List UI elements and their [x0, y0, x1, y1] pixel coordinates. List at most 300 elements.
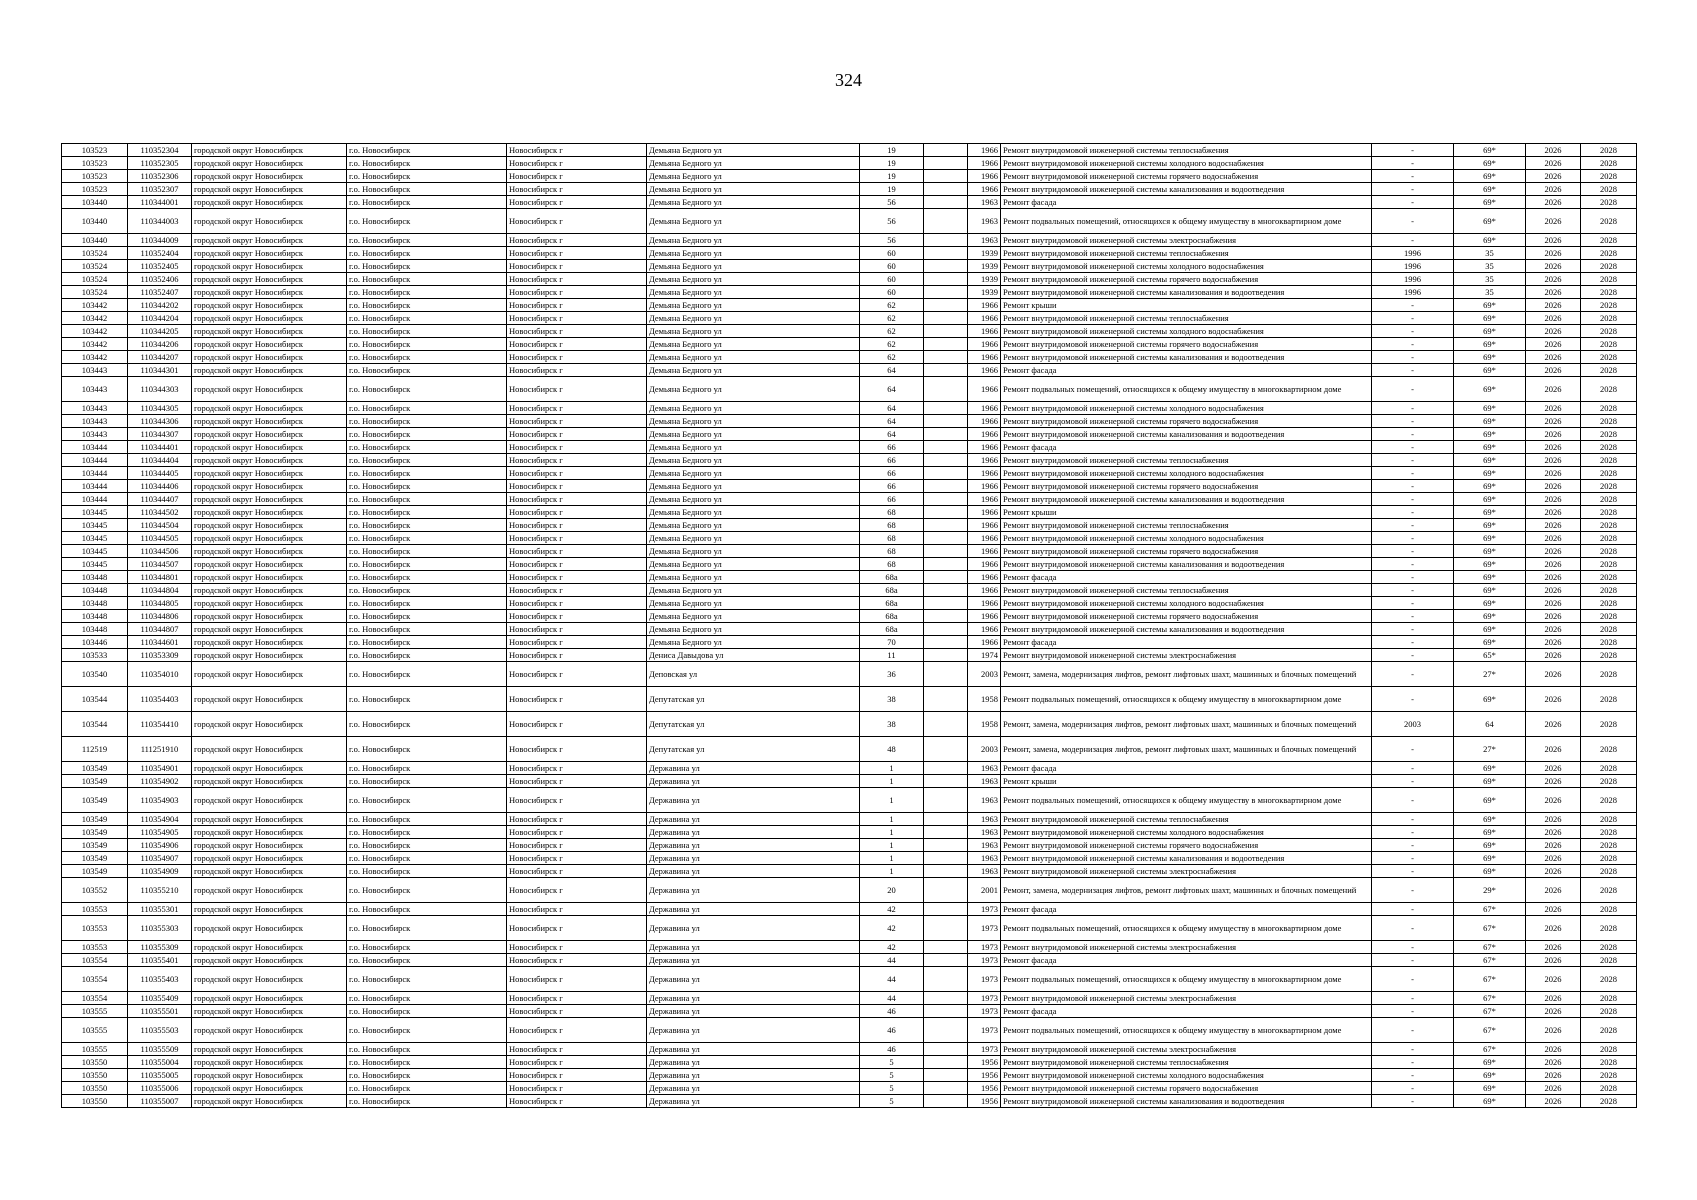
end-year-cell: 2028 — [1581, 584, 1637, 597]
house-number-cell: 68 — [860, 519, 924, 532]
table-row — [62, 687, 1637, 712]
table-row — [62, 325, 1637, 338]
housing-cell — [924, 916, 968, 941]
table-row — [62, 454, 1637, 467]
wear-cell: 69* — [1454, 532, 1526, 545]
housing-cell — [924, 775, 968, 788]
housing-cell — [924, 441, 968, 454]
wear-cell: 35 — [1454, 273, 1526, 286]
object-id-cell: 103549 — [62, 826, 128, 839]
district-cell: городской округ Новосибирск — [192, 788, 347, 813]
wear-cell: 69* — [1454, 636, 1526, 649]
house-number-cell: 68а — [860, 623, 924, 636]
build-year-cell: 1966 — [968, 532, 1001, 545]
house-number-cell: 60 — [860, 273, 924, 286]
object-id-cell: 103553 — [62, 903, 128, 916]
start-year-cell: 2026 — [1526, 196, 1581, 209]
housing-cell — [924, 493, 968, 506]
street-cell: Демьяна Бедного ул — [647, 364, 860, 377]
build-year-cell: 1939 — [968, 286, 1001, 299]
element-id-cell: 110344506 — [128, 545, 192, 558]
object-id-cell: 103443 — [62, 402, 128, 415]
last-repair-year-cell: - — [1372, 839, 1454, 852]
locality-cell: Новосибирск г — [507, 1082, 647, 1095]
build-year-cell: 1956 — [968, 1056, 1001, 1069]
work-type-cell: Ремонт подвальных помещений, относящихся к общему имуществу в многоквартирном доме — [1001, 377, 1372, 402]
object-id-cell: 103445 — [62, 519, 128, 532]
table-row — [62, 852, 1637, 865]
house-number-cell: 46 — [860, 1043, 924, 1056]
last-repair-year-cell: - — [1372, 954, 1454, 967]
element-id-cell: 110344206 — [128, 338, 192, 351]
last-repair-year-cell: - — [1372, 467, 1454, 480]
locality-cell: Новосибирск г — [507, 157, 647, 170]
object-id-cell: 103444 — [62, 493, 128, 506]
element-id-cell: 110344009 — [128, 234, 192, 247]
start-year-cell: 2026 — [1526, 377, 1581, 402]
work-type-cell: Ремонт внутридомовой инженерной системы электроснабжения — [1001, 649, 1372, 662]
house-number-cell: 1 — [860, 775, 924, 788]
build-year-cell: 1973 — [968, 1018, 1001, 1043]
house-number-cell: 5 — [860, 1095, 924, 1108]
object-id-cell: 103524 — [62, 247, 128, 260]
wear-cell: 67* — [1454, 954, 1526, 967]
table-row — [62, 441, 1637, 454]
last-repair-year-cell: - — [1372, 967, 1454, 992]
work-type-cell: Ремонт внутридомовой инженерной системы горячего водоснабжения — [1001, 610, 1372, 623]
district-cell: городской округ Новосибирск — [192, 260, 347, 273]
municipality-cell: г.о. Новосибирск — [347, 196, 507, 209]
end-year-cell: 2028 — [1581, 941, 1637, 954]
table-row — [62, 1095, 1637, 1108]
locality-cell: Новосибирск г — [507, 144, 647, 157]
work-type-cell: Ремонт фасада — [1001, 364, 1372, 377]
last-repair-year-cell: - — [1372, 687, 1454, 712]
work-type-cell: Ремонт крыши — [1001, 506, 1372, 519]
object-id-cell: 103524 — [62, 260, 128, 273]
wear-cell: 69* — [1454, 480, 1526, 493]
locality-cell: Новосибирск г — [507, 209, 647, 234]
work-type-cell: Ремонт внутридомовой инженерной системы теплоснабжения — [1001, 519, 1372, 532]
end-year-cell: 2028 — [1581, 428, 1637, 441]
start-year-cell: 2026 — [1526, 649, 1581, 662]
street-cell: Демьяна Бедного ул — [647, 273, 860, 286]
municipality-cell: г.о. Новосибирск — [347, 941, 507, 954]
build-year-cell: 1973 — [968, 1043, 1001, 1056]
build-year-cell: 1973 — [968, 941, 1001, 954]
district-cell: городской округ Новосибирск — [192, 157, 347, 170]
locality-cell: Новосибирск г — [507, 662, 647, 687]
build-year-cell: 1958 — [968, 712, 1001, 737]
street-cell: Державина ул — [647, 878, 860, 903]
district-cell: городской округ Новосибирск — [192, 364, 347, 377]
house-number-cell: 66 — [860, 493, 924, 506]
district-cell: городской округ Новосибирск — [192, 467, 347, 480]
locality-cell: Новосибирск г — [507, 610, 647, 623]
element-id-cell: 110344301 — [128, 364, 192, 377]
house-number-cell: 64 — [860, 402, 924, 415]
locality-cell: Новосибирск г — [507, 687, 647, 712]
start-year-cell: 2026 — [1526, 687, 1581, 712]
end-year-cell: 2028 — [1581, 775, 1637, 788]
table-row — [62, 916, 1637, 941]
start-year-cell: 2026 — [1526, 454, 1581, 467]
housing-cell — [924, 170, 968, 183]
element-id-cell: 110344204 — [128, 312, 192, 325]
table-row — [62, 903, 1637, 916]
table-row — [62, 878, 1637, 903]
wear-cell: 69* — [1454, 1082, 1526, 1095]
last-repair-year-cell: - — [1372, 532, 1454, 545]
element-id-cell: 110344207 — [128, 351, 192, 364]
build-year-cell: 1966 — [968, 454, 1001, 467]
build-year-cell: 1958 — [968, 687, 1001, 712]
object-id-cell: 112519 — [62, 737, 128, 762]
object-id-cell: 103554 — [62, 992, 128, 1005]
municipality-cell: г.о. Новосибирск — [347, 1095, 507, 1108]
street-cell: Державина ул — [647, 865, 860, 878]
last-repair-year-cell: - — [1372, 377, 1454, 402]
end-year-cell: 2028 — [1581, 493, 1637, 506]
start-year-cell: 2026 — [1526, 1056, 1581, 1069]
municipality-cell: г.о. Новосибирск — [347, 183, 507, 196]
district-cell: городской округ Новосибирск — [192, 941, 347, 954]
start-year-cell: 2026 — [1526, 519, 1581, 532]
last-repair-year-cell: - — [1372, 788, 1454, 813]
last-repair-year-cell: - — [1372, 558, 1454, 571]
house-number-cell: 62 — [860, 312, 924, 325]
street-cell: Демьяна Бедного ул — [647, 260, 860, 273]
housing-cell — [924, 1005, 968, 1018]
district-cell: городской округ Новосибирск — [192, 454, 347, 467]
street-cell: Демьяна Бедного ул — [647, 144, 860, 157]
housing-cell — [924, 865, 968, 878]
end-year-cell: 2028 — [1581, 260, 1637, 273]
wear-cell: 69* — [1454, 338, 1526, 351]
street-cell: Державина ул — [647, 1018, 860, 1043]
street-cell: Демьяна Бедного ул — [647, 247, 860, 260]
house-number-cell: 5 — [860, 1069, 924, 1082]
municipality-cell: г.о. Новосибирск — [347, 299, 507, 312]
district-cell: городской округ Новосибирск — [192, 415, 347, 428]
table-row — [62, 941, 1637, 954]
housing-cell — [924, 157, 968, 170]
wear-cell: 67* — [1454, 992, 1526, 1005]
municipality-cell: г.о. Новосибирск — [347, 170, 507, 183]
object-id-cell: 103549 — [62, 788, 128, 813]
end-year-cell: 2028 — [1581, 144, 1637, 157]
last-repair-year-cell: - — [1372, 623, 1454, 636]
table-row — [62, 992, 1637, 1005]
last-repair-year-cell: - — [1372, 351, 1454, 364]
wear-cell: 69* — [1454, 364, 1526, 377]
start-year-cell: 2026 — [1526, 712, 1581, 737]
district-cell: городской округ Новосибирск — [192, 1018, 347, 1043]
wear-cell: 69* — [1454, 196, 1526, 209]
repair-register-table — [61, 143, 1637, 1108]
last-repair-year-cell: - — [1372, 813, 1454, 826]
housing-cell — [924, 519, 968, 532]
end-year-cell: 2028 — [1581, 687, 1637, 712]
start-year-cell: 2026 — [1526, 260, 1581, 273]
element-id-cell: 110352305 — [128, 157, 192, 170]
table-row — [62, 144, 1637, 157]
work-type-cell: Ремонт фасада — [1001, 762, 1372, 775]
housing-cell — [924, 467, 968, 480]
street-cell: Демьяна Бедного ул — [647, 325, 860, 338]
street-cell: Демьяна Бедного ул — [647, 196, 860, 209]
municipality-cell: г.о. Новосибирск — [347, 1043, 507, 1056]
municipality-cell: г.о. Новосибирск — [347, 506, 507, 519]
housing-cell — [924, 480, 968, 493]
end-year-cell: 2028 — [1581, 623, 1637, 636]
end-year-cell: 2028 — [1581, 826, 1637, 839]
end-year-cell: 2028 — [1581, 441, 1637, 454]
district-cell: городской округ Новосибирск — [192, 493, 347, 506]
last-repair-year-cell: - — [1372, 183, 1454, 196]
object-id-cell: 103445 — [62, 506, 128, 519]
wear-cell: 69* — [1454, 144, 1526, 157]
object-id-cell: 103445 — [62, 545, 128, 558]
housing-cell — [924, 428, 968, 441]
table-row — [62, 415, 1637, 428]
build-year-cell: 1966 — [968, 558, 1001, 571]
table-row — [62, 649, 1637, 662]
object-id-cell: 103540 — [62, 662, 128, 687]
house-number-cell: 19 — [860, 170, 924, 183]
last-repair-year-cell: - — [1372, 299, 1454, 312]
municipality-cell: г.о. Новосибирск — [347, 878, 507, 903]
object-id-cell: 103550 — [62, 1056, 128, 1069]
street-cell: Демьяна Бедного ул — [647, 415, 860, 428]
district-cell: городской округ Новосибирск — [192, 234, 347, 247]
municipality-cell: г.о. Новосибирск — [347, 597, 507, 610]
last-repair-year-cell: - — [1372, 545, 1454, 558]
district-cell: городской округ Новосибирск — [192, 183, 347, 196]
locality-cell: Новосибирск г — [507, 519, 647, 532]
district-cell: городской округ Новосибирск — [192, 839, 347, 852]
element-id-cell: 110354905 — [128, 826, 192, 839]
district-cell: городской округ Новосибирск — [192, 338, 347, 351]
housing-cell — [924, 649, 968, 662]
work-type-cell: Ремонт внутридомовой инженерной системы горячего водоснабжения — [1001, 480, 1372, 493]
wear-cell: 69* — [1454, 157, 1526, 170]
build-year-cell: 1966 — [968, 597, 1001, 610]
table-body — [62, 144, 1637, 1108]
build-year-cell: 1966 — [968, 480, 1001, 493]
start-year-cell: 2026 — [1526, 1043, 1581, 1056]
house-number-cell: 44 — [860, 992, 924, 1005]
element-id-cell: 110344504 — [128, 519, 192, 532]
housing-cell — [924, 454, 968, 467]
element-id-cell: 110352404 — [128, 247, 192, 260]
work-type-cell: Ремонт фасада — [1001, 903, 1372, 916]
wear-cell: 29* — [1454, 878, 1526, 903]
district-cell: городской округ Новосибирск — [192, 273, 347, 286]
work-type-cell: Ремонт крыши — [1001, 775, 1372, 788]
object-id-cell: 103553 — [62, 941, 128, 954]
end-year-cell: 2028 — [1581, 1018, 1637, 1043]
wear-cell: 69* — [1454, 762, 1526, 775]
house-number-cell: 56 — [860, 209, 924, 234]
build-year-cell: 1966 — [968, 299, 1001, 312]
wear-cell: 69* — [1454, 299, 1526, 312]
start-year-cell: 2026 — [1526, 441, 1581, 454]
district-cell: городской округ Новосибирск — [192, 558, 347, 571]
end-year-cell: 2028 — [1581, 558, 1637, 571]
object-id-cell: 103442 — [62, 325, 128, 338]
element-id-cell: 110354906 — [128, 839, 192, 852]
house-number-cell: 60 — [860, 260, 924, 273]
municipality-cell: г.о. Новосибирск — [347, 338, 507, 351]
object-id-cell: 103555 — [62, 1043, 128, 1056]
housing-cell — [924, 762, 968, 775]
work-type-cell: Ремонт подвальных помещений, относящихся к общему имуществу в многоквартирном доме — [1001, 788, 1372, 813]
housing-cell — [924, 273, 968, 286]
work-type-cell: Ремонт внутридомовой инженерной системы теплоснабжения — [1001, 144, 1372, 157]
district-cell: городской округ Новосибирск — [192, 377, 347, 402]
start-year-cell: 2026 — [1526, 402, 1581, 415]
end-year-cell: 2028 — [1581, 286, 1637, 299]
object-id-cell: 103440 — [62, 234, 128, 247]
object-id-cell: 103448 — [62, 571, 128, 584]
element-id-cell: 110344405 — [128, 467, 192, 480]
work-type-cell: Ремонт фасада — [1001, 636, 1372, 649]
locality-cell: Новосибирск г — [507, 170, 647, 183]
element-id-cell: 110344502 — [128, 506, 192, 519]
element-id-cell: 110355005 — [128, 1069, 192, 1082]
municipality-cell: г.о. Новосибирск — [347, 415, 507, 428]
element-id-cell: 110344805 — [128, 597, 192, 610]
element-id-cell: 110354909 — [128, 865, 192, 878]
municipality-cell: г.о. Новосибирск — [347, 377, 507, 402]
street-cell: Державина ул — [647, 1095, 860, 1108]
start-year-cell: 2026 — [1526, 1005, 1581, 1018]
house-number-cell: 19 — [860, 157, 924, 170]
work-type-cell: Ремонт внутридомовой инженерной системы холодного водоснабжения — [1001, 467, 1372, 480]
locality-cell: Новосибирск г — [507, 941, 647, 954]
build-year-cell: 1963 — [968, 839, 1001, 852]
build-year-cell: 1963 — [968, 788, 1001, 813]
district-cell: городской округ Новосибирск — [192, 286, 347, 299]
build-year-cell: 1966 — [968, 312, 1001, 325]
street-cell: Демьяна Бедного ул — [647, 545, 860, 558]
municipality-cell: г.о. Новосибирск — [347, 610, 507, 623]
object-id-cell: 103553 — [62, 916, 128, 941]
object-id-cell: 103442 — [62, 312, 128, 325]
locality-cell: Новосибирск г — [507, 338, 647, 351]
work-type-cell: Ремонт подвальных помещений, относящихся к общему имуществу в многоквартирном доме — [1001, 209, 1372, 234]
wear-cell: 69* — [1454, 170, 1526, 183]
object-id-cell: 103523 — [62, 170, 128, 183]
street-cell: Демьяна Бедного ул — [647, 209, 860, 234]
work-type-cell: Ремонт внутридомовой инженерной системы канализования и водоотведения — [1001, 183, 1372, 196]
street-cell: Демьяна Бедного ул — [647, 428, 860, 441]
locality-cell: Новосибирск г — [507, 480, 647, 493]
table-row — [62, 351, 1637, 364]
start-year-cell: 2026 — [1526, 1095, 1581, 1108]
house-number-cell: 1 — [860, 788, 924, 813]
work-type-cell: Ремонт внутридомовой инженерной системы канализования и водоотведения — [1001, 558, 1372, 571]
build-year-cell: 1966 — [968, 610, 1001, 623]
locality-cell: Новосибирск г — [507, 954, 647, 967]
district-cell: городской округ Новосибирск — [192, 144, 347, 157]
table-row — [62, 1043, 1637, 1056]
element-id-cell: 110344507 — [128, 558, 192, 571]
object-id-cell: 103444 — [62, 441, 128, 454]
municipality-cell: г.о. Новосибирск — [347, 558, 507, 571]
district-cell: городской округ Новосибирск — [192, 992, 347, 1005]
element-id-cell: 110355401 — [128, 954, 192, 967]
district-cell: городской округ Новосибирск — [192, 649, 347, 662]
wear-cell: 67* — [1454, 941, 1526, 954]
housing-cell — [924, 954, 968, 967]
work-type-cell: Ремонт внутридомовой инженерной системы холодного водоснабжения — [1001, 826, 1372, 839]
last-repair-year-cell: - — [1372, 519, 1454, 532]
build-year-cell: 1966 — [968, 506, 1001, 519]
wear-cell: 69* — [1454, 351, 1526, 364]
table-row — [62, 1056, 1637, 1069]
build-year-cell: 2003 — [968, 737, 1001, 762]
build-year-cell: 1966 — [968, 584, 1001, 597]
work-type-cell: Ремонт внутридомовой инженерной системы горячего водоснабжения — [1001, 839, 1372, 852]
wear-cell: 69* — [1454, 839, 1526, 852]
street-cell: Демьяна Бедного ул — [647, 157, 860, 170]
house-number-cell: 19 — [860, 183, 924, 196]
wear-cell: 69* — [1454, 454, 1526, 467]
wear-cell: 69* — [1454, 493, 1526, 506]
build-year-cell: 1966 — [968, 377, 1001, 402]
locality-cell: Новосибирск г — [507, 532, 647, 545]
start-year-cell: 2026 — [1526, 558, 1581, 571]
start-year-cell: 2026 — [1526, 839, 1581, 852]
locality-cell: Новосибирск г — [507, 234, 647, 247]
housing-cell — [924, 312, 968, 325]
start-year-cell: 2026 — [1526, 967, 1581, 992]
build-year-cell: 1966 — [968, 338, 1001, 351]
wear-cell: 69* — [1454, 571, 1526, 584]
locality-cell: Новосибирск г — [507, 415, 647, 428]
wear-cell: 69* — [1454, 325, 1526, 338]
build-year-cell: 1963 — [968, 234, 1001, 247]
wear-cell: 27* — [1454, 662, 1526, 687]
last-repair-year-cell: - — [1372, 1018, 1454, 1043]
work-type-cell: Ремонт подвальных помещений, относящихся к общему имуществу в многоквартирном доме — [1001, 687, 1372, 712]
build-year-cell: 1973 — [968, 1005, 1001, 1018]
locality-cell: Новосибирск г — [507, 377, 647, 402]
object-id-cell: 103444 — [62, 467, 128, 480]
housing-cell — [924, 1082, 968, 1095]
table-row — [62, 1005, 1637, 1018]
object-id-cell: 103550 — [62, 1082, 128, 1095]
start-year-cell: 2026 — [1526, 467, 1581, 480]
wear-cell: 69* — [1454, 775, 1526, 788]
municipality-cell: г.о. Новосибирск — [347, 1018, 507, 1043]
house-number-cell: 64 — [860, 415, 924, 428]
element-id-cell: 110344003 — [128, 209, 192, 234]
housing-cell — [924, 196, 968, 209]
object-id-cell: 103554 — [62, 954, 128, 967]
element-id-cell: 110355309 — [128, 941, 192, 954]
last-repair-year-cell: - — [1372, 170, 1454, 183]
element-id-cell: 110344305 — [128, 402, 192, 415]
end-year-cell: 2028 — [1581, 377, 1637, 402]
municipality-cell: г.о. Новосибирск — [347, 428, 507, 441]
start-year-cell: 2026 — [1526, 415, 1581, 428]
municipality-cell: г.о. Новосибирск — [347, 351, 507, 364]
table-row — [62, 532, 1637, 545]
element-id-cell: 110354904 — [128, 813, 192, 826]
